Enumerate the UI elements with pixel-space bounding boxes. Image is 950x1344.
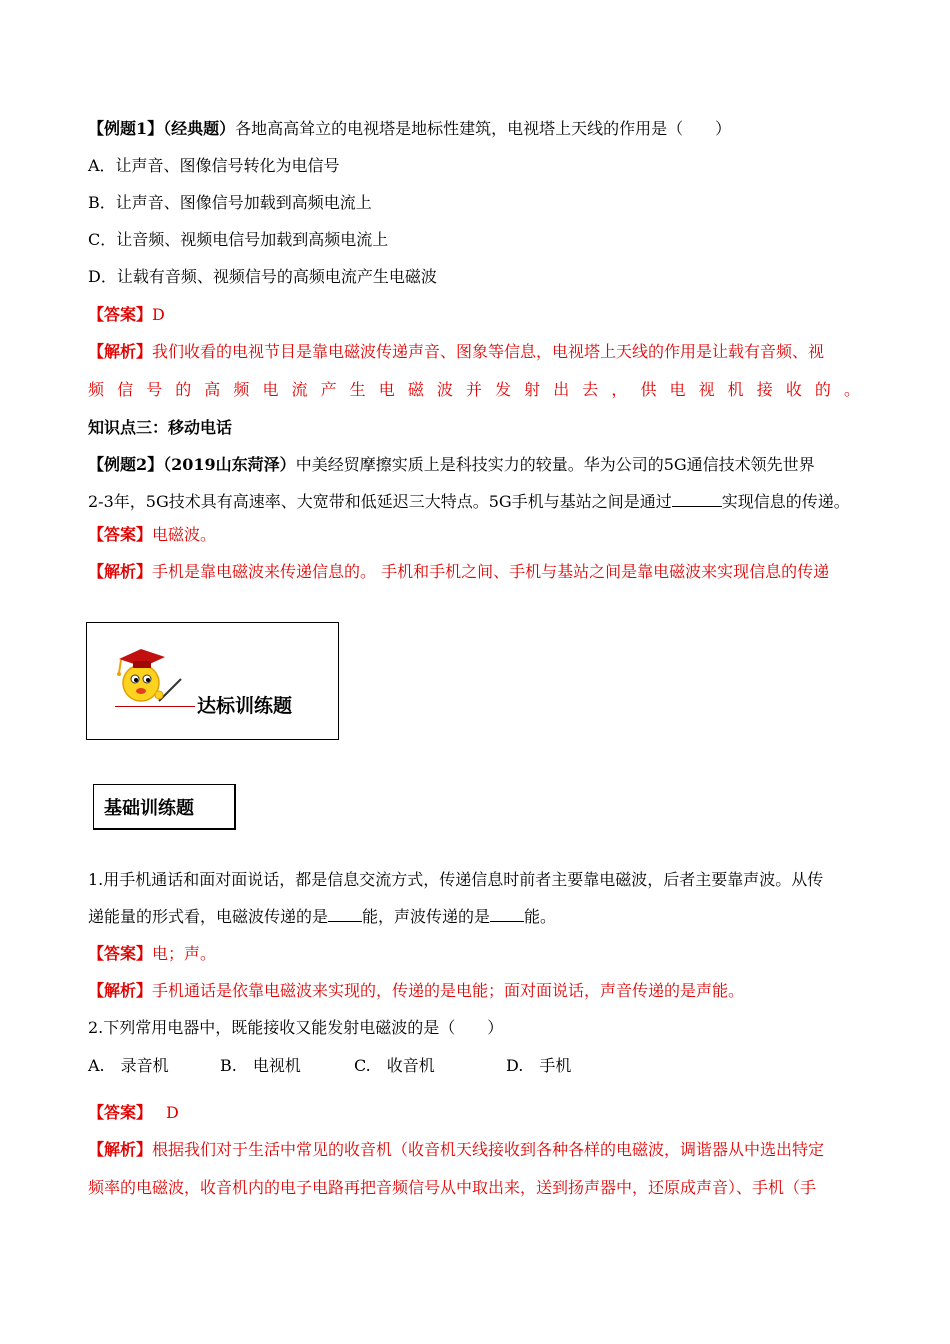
- q2-options: [88, 1055, 571, 1077]
- analysis-label: 【解析】: [88, 562, 153, 581]
- answer-value: 电；声。: [152, 944, 217, 963]
- q1-part1: 递能量的形式看，电磁波传递的是: [88, 907, 329, 926]
- q1-line2: [88, 906, 556, 928]
- graduate-cartoon-icon: [109, 639, 189, 709]
- q1-line1: 1.用手机通话和面对面说话，都是信息交流方式，传递信息时前者主要靠电磁波，后者主要靠声波。从传: [88, 870, 824, 889]
- example1-stem: [88, 118, 731, 140]
- analysis-label: 【解析】: [88, 981, 153, 1000]
- fill-blank: [490, 907, 524, 922]
- q1-analysis: [88, 980, 744, 1002]
- analysis-label: 【解析】: [88, 1140, 153, 1159]
- fill-blank: [672, 492, 722, 507]
- knowledge-point-heading: 知识点三：移动电话: [88, 418, 233, 437]
- training-banner: [86, 622, 339, 740]
- example1-option-b: B．让声音、图像信号加载到高频电流上: [88, 193, 372, 212]
- example2-source: （2019山东菏泽）: [163, 455, 296, 474]
- example2-stem-part2: 实现信息的传递。: [721, 492, 850, 511]
- analysis-label: 【解析】: [88, 342, 153, 361]
- example2-stem-part1: 2-3年，5G技术具有高速率、大宽带和低延迟三大特点。5G手机与基站之间是通过: [88, 492, 672, 511]
- answer-value: D: [166, 1103, 179, 1122]
- q2-analysis-line1: [88, 1139, 824, 1161]
- answer-label: 【答案】: [88, 1103, 153, 1122]
- answer-label: 【答案】: [88, 305, 153, 324]
- answer-value: D: [152, 305, 165, 324]
- banner-rule: [115, 706, 195, 707]
- answer-label: 【答案】: [88, 944, 153, 963]
- analysis-text: 我们收看的电视节目是靠电磁波传递声音、图象等信息，电视塔上天线的作用是让载有音频、视: [152, 342, 825, 361]
- q2-option-d: D. 手机: [506, 1056, 572, 1075]
- example1-option-a: A．让声音、图像信号转化为电信号: [88, 156, 340, 175]
- q2-answer: [88, 1102, 179, 1124]
- example1-analysis-line1: [88, 341, 824, 363]
- q2-option-b: B. 电视机: [220, 1056, 301, 1075]
- example2-tag: 【例题2】: [88, 455, 164, 474]
- answer-value: 电磁波。: [152, 525, 217, 544]
- q2-option-a: A. 录音机: [88, 1056, 169, 1075]
- example1-analysis-line2: 频信号的高频电流产生电磁波并发射出去，供电视机接收的。: [88, 380, 860, 399]
- q1-answer: [88, 943, 216, 965]
- analysis-text: 手机是靠电磁波来传递信息的。 手机和手机之间、手机与基站之间是靠电磁波来实现信息的传递: [152, 562, 830, 581]
- q2-stem: 2.下列常用电器中，既能接收又能发射电磁波的是（ ）: [88, 1018, 504, 1037]
- section-box: [93, 784, 236, 830]
- example2-question: 中美经贸摩擦实质上是科技实力的较量。华为公司的5G通信技术领先世界: [295, 455, 815, 474]
- answer-label: 【答案】: [88, 525, 153, 544]
- q1-part3: 能。: [524, 907, 557, 926]
- q1-part2: 能，声波传递的是: [362, 907, 491, 926]
- example2-stem-line2: [88, 491, 850, 513]
- example1-answer: [88, 304, 165, 326]
- example1-tag: 【例题1】: [88, 119, 164, 138]
- example2-stem-line1: [88, 454, 815, 476]
- example1-question: 各地高高耸立的电视塔是地标性建筑，电视塔上天线的作用是（ ）: [235, 119, 732, 138]
- banner-title: 达标训练题: [197, 695, 293, 717]
- example1-source: （经典题）: [163, 119, 236, 138]
- example2-analysis: [88, 561, 829, 583]
- example2-answer: [88, 524, 216, 546]
- example1-option-c: C．让音频、视频电信号加载到高频电流上: [88, 230, 389, 249]
- q2-option-c: C. 收音机: [354, 1056, 435, 1075]
- analysis-text: 手机通话是依靠电磁波来实现的，传递的是电能；面对面说话，声音传递的是声能。: [152, 981, 745, 1000]
- fill-blank: [328, 907, 362, 922]
- section-title: 基础训练题: [104, 798, 194, 819]
- q2-analysis-line2: 频率的电磁波，收音机内的电子电路再把音频信号从中取出来，送到扬声器中，还原成声音）、手机（手: [88, 1178, 817, 1197]
- analysis-text: 根据我们对于生活中常见的收音机（收音机天线接收到各种各样的电磁波，调谐器从中选出特定: [152, 1140, 825, 1159]
- example1-option-d: D．让载有音频、视频信号的高频电流产生电磁波: [88, 267, 437, 286]
